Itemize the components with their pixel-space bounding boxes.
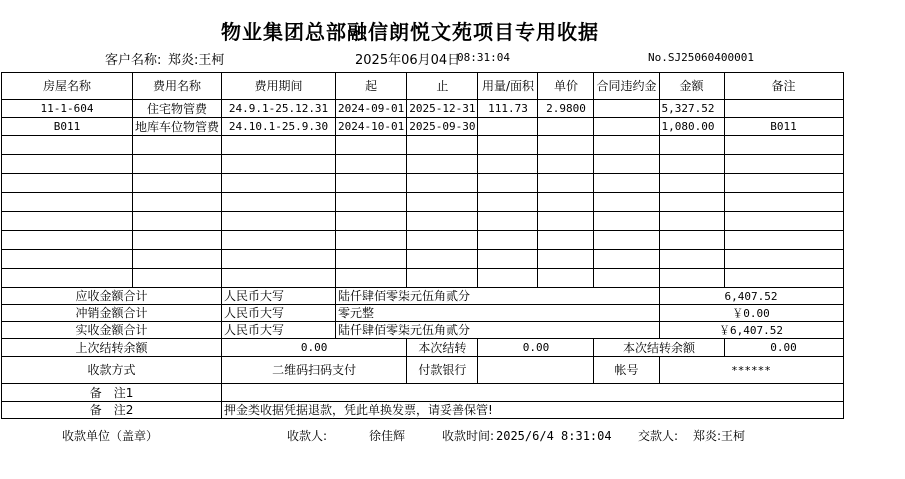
col-start: 起 (336, 73, 407, 100)
cell-penalty (594, 118, 659, 136)
cell-amount: 5,327.52 (659, 100, 724, 118)
cell-end: 2025-12-31 (407, 100, 478, 118)
cell-unit-price (538, 118, 594, 136)
rmb-label: 人民币大写 (222, 288, 336, 305)
table-row (2, 118, 844, 136)
rmb-label: 人民币大写 (222, 305, 336, 322)
remark-value (222, 384, 843, 402)
summary-amount: 6,407.52 (659, 288, 843, 305)
receipt-date: 2025年06月04日 (355, 53, 461, 68)
summary-row-received (2, 322, 844, 339)
receipt-table (1, 72, 844, 419)
cell-start: 2024-10-01 (336, 118, 407, 136)
cell-start: 2024-09-01 (336, 100, 407, 118)
summary-label: 实收金额合计 (2, 322, 222, 339)
column-header-row (2, 73, 844, 100)
cell-fee-name: 地库车位物管费 (133, 118, 222, 136)
collecting-unit-label: 收款单位（盖章） (62, 429, 159, 443)
cell-house-name: 11-1-604 (2, 100, 133, 118)
rmb-words: 陆仟肆佰零柒元伍角贰分 (336, 322, 659, 339)
cell-fee-period: 24.9.1-25.12.31 (222, 100, 336, 118)
cell-unit-price: 2.9800 (538, 100, 594, 118)
col-amount: 金额 (659, 73, 724, 100)
payment-row (2, 357, 844, 384)
col-end: 止 (407, 73, 478, 100)
cell-penalty (594, 100, 659, 118)
payer-label: 交款人: (638, 429, 679, 443)
customer-label: 客户名称: (105, 53, 162, 68)
cell-end: 2025-09-30 (407, 118, 478, 136)
empty-row (2, 155, 844, 174)
collect-time: 2025/6/4 8:31:04 (496, 429, 612, 443)
receipt-number: No.SJ25060400001 (648, 51, 754, 64)
payment-method: 二维码扫码支付 (222, 357, 407, 384)
payment-bank (478, 357, 594, 384)
cell-remark: B011 (724, 118, 843, 136)
col-fee-period: 费用期间 (222, 73, 336, 100)
table-row (2, 100, 844, 118)
cell-usage: 111.73 (478, 100, 538, 118)
receipt-title: 物业集团总部融信朗悦文苑项目专用收据 (221, 20, 599, 44)
this-balance-label: 本次结转余额 (594, 339, 724, 357)
this-carry-label: 本次结转 (407, 339, 478, 357)
summary-label: 冲销金额合计 (2, 305, 222, 322)
col-remark: 备注 (724, 73, 843, 100)
account-label: 帐号 (594, 357, 659, 384)
cell-amount: 1,080.00 (659, 118, 724, 136)
customer-name: 郑炎:王柯 (168, 53, 225, 68)
remark-row-2 (2, 402, 844, 419)
remark-label: 备 注1 (2, 384, 222, 402)
cell-fee-name: 住宅物管费 (133, 100, 222, 118)
remark-row-1 (2, 384, 844, 402)
col-usage: 用量/面积 (478, 73, 538, 100)
collect-time-label: 收款时间: (442, 429, 495, 443)
this-carry-value: 0.00 (478, 339, 594, 357)
col-house-name: 房屋名称 (2, 73, 133, 100)
summary-amount: ￥6,407.52 (659, 322, 843, 339)
empty-row (2, 136, 844, 155)
payee-name: 徐佳辉 (369, 429, 406, 443)
account-number: ****** (659, 357, 843, 384)
empty-row (2, 269, 844, 288)
summary-label: 应收金额合计 (2, 288, 222, 305)
col-penalty: 合同违约金 (594, 73, 659, 100)
rmb-label: 人民币大写 (222, 322, 336, 339)
receipt-time: 08:31:04 (457, 51, 510, 64)
summary-row-offset (2, 305, 844, 322)
prev-balance-value: 0.00 (222, 339, 407, 357)
payment-bank-label: 付款银行 (407, 357, 478, 384)
col-unit-price: 单价 (538, 73, 594, 100)
payee-label: 收款人: (287, 429, 328, 443)
empty-row (2, 231, 844, 250)
remark-value: 押金类收据凭据退款，凭此单换发票，请妥善保管! (222, 402, 843, 419)
empty-row (2, 174, 844, 193)
balance-row (2, 339, 844, 357)
cell-fee-period: 24.10.1-25.9.30 (222, 118, 336, 136)
prev-balance-label: 上次结转余额 (2, 339, 222, 357)
this-balance-value: 0.00 (724, 339, 843, 357)
rmb-words: 零元整 (336, 305, 659, 322)
summary-amount: ￥0.00 (659, 305, 843, 322)
col-fee-name: 费用名称 (133, 73, 222, 100)
empty-row (2, 193, 844, 212)
payment-method-label: 收款方式 (2, 357, 222, 384)
empty-row (2, 212, 844, 231)
cell-house-name: B011 (2, 118, 133, 136)
summary-row-receivable (2, 288, 844, 305)
rmb-words: 陆仟肆佰零柒元伍角贰分 (336, 288, 659, 305)
empty-row (2, 250, 844, 269)
cell-usage (478, 118, 538, 136)
payer-name: 郑炎:王柯 (693, 429, 746, 443)
remark-label: 备 注2 (2, 402, 222, 419)
cell-remark (724, 100, 843, 118)
